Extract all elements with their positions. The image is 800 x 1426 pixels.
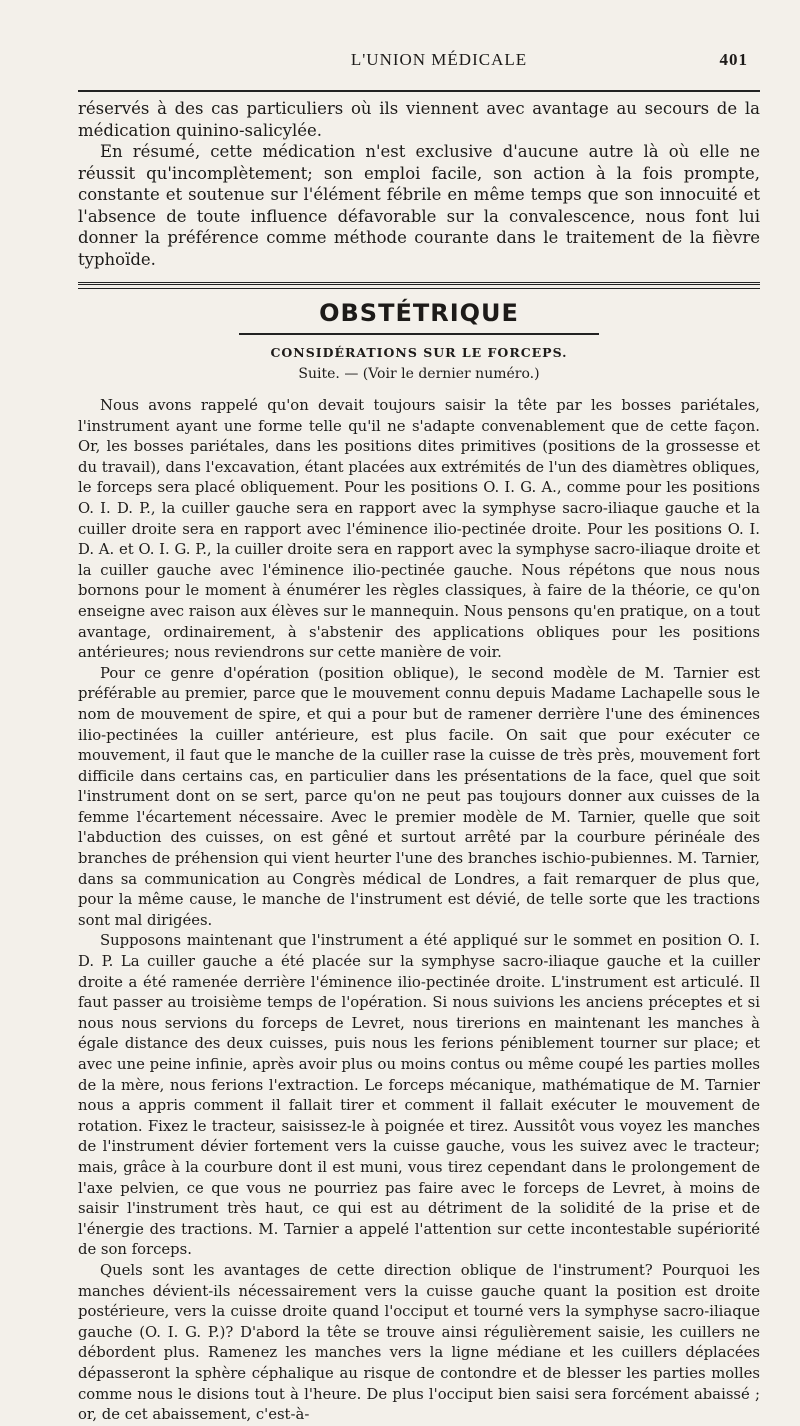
intro-paragraph: réservés à des cas particuliers où ils viennent avec avantage au secours de la médication quinino-salicylée.: [78, 99, 760, 140]
title-rule: [239, 333, 599, 335]
journal-title: L'UNION MÉDICALE: [350, 50, 528, 69]
article-subtitle: CONSIDÉRATIONS SUR LE FORCEPS.: [270, 345, 568, 360]
header-rule: [78, 90, 760, 92]
section-title: OBSTÉTRIQUE: [319, 299, 519, 327]
article-paragraph: Nous avons rappelé qu'on devait toujours saisir la tête par les bosses pariétales, l'instrument ayant une forme telle qu'il ne s'adapte convenablement que de cette façon. Or, les bosses pariétales, dans les positions dites primitives (positions de la grossesse et du travail), dans l'excavation, étant placées aux extrémités de l'un des diamètres obliques, le forceps sera placé obliquement. Pour les positions O. I. G. A., comme pour les positions O. I. D. P., la cuiller gauche sera en rapport avec la symphyse sacro-iliaque gauche et la cuiller droite sera en rapport avec l'éminence ilio-pectinée droite. Pour les positions O. I. D. A. et O. I. G. P., la cuiller droite sera en rapport avec la symphyse sacro-iliaque droite et la cuiller gauche avec l'éminence ilio-pectinée gauche. Nous répétons que nous nous bornons pour le moment à énumérer les règles classiques, à faire de la théorie, ce qu'on enseigne avec raison aux élèves sur le mannequin. Nous pensons qu'en pratique, on a tout avantage, ordinairement, à s'abstenir des applications obliques pour les positions antérieures; nous reviendrons sur cette manière de voir.: [78, 397, 760, 662]
running-head: [78, 50, 760, 74]
article-body: [78, 396, 760, 1426]
continuation-note: Suite. — (Voir le dernier numéro.): [298, 366, 540, 382]
article-paragraph: Pour ce genre d'opération (position oblique), le second modèle de M. Tarnier est préférable au premier, parce que le mouvement connu depuis Madame Lachapelle sous le nom de mouvement de spire, et qui a pour but de ramener derrière l'une des éminences ilio-pectinées la cuiller antérieure, est plus facile. On sait que pour exécuter ce mouvement, il faut que le manche de la cuiller rase la cuisse de très près, mouvement fort difficile dans certains cas, en particulier dans les présentations de la face, quel que soit l'instrument dont on se sert, parce qu'on ne peut pas toujours donner aux cuisses de la femme l'écartement nécessaire. Avec le premier modèle de M. Tarnier, quelle que soit l'abduction des cuisses, on est gêné et surtout arrêté par la courbure périnéale des branches de préhension qui vient heurter l'une des branches ischio-pubiennes. M. Tarnier, dans sa communication au Congrès médical de Londres, a fait remarquer de plus que, pour la même cause, le manche de l'instrument est dévié, de telle sorte que les tractions sont mal dirigées.: [78, 664, 760, 929]
page-number: 401: [719, 50, 748, 69]
intro-paragraph: En résumé, cette médication n'est exclusive d'aucune autre là où elle ne réussit qu'incomplètement; son emploi facile, son action à la fois prompte, constante et soutenue sur l'élément fébrile en même temps que son innocuité et l'absence de toute influence défavorable sur la convalescence, nous font lui donner la préférence comme méthode courante dans le traitement de la fièvre typhoïde.: [78, 142, 760, 269]
section-rule: [78, 282, 760, 289]
intro-text: [78, 98, 760, 270]
article-paragraph: Supposons maintenant que l'instrument a été appliqué sur le sommet en position O. I. D. P. La cuiller gauche a été placée sur la symphyse sacro-iliaque gauche et la cuiller droite a été ramenée derrière l'éminence ilio-pectinée droite. L'instrument est articulé. Il faut passer au troisième temps de l'opération. Si nous suivions les anciens préceptes et si nous nous servions du forceps de Levret, nous tirerions en maintenant les manches à égale distance des deux cuisses, puis nous les ferions péniblement tourner sur place; et avec une peine infinie, après avoir plus ou moins contus ou même coupé les parties molles de la mère, nous ferions l'extraction. Le forceps mécanique, mathématique de M. Tarnier nous a appris comment il fallait tirer et comment il fallait exécuter le mouvement de rotation. Fixez le tracteur, saisissez-le à poignée et tirez. Aussitôt vous voyez les manches de l'instrument dévier fortement vers la cuisse gauche, vous les suivez avec le tracteur; mais, grâce à la courbure dont il est muni, vous tirez cependant dans le prolongement de l'axe pelvien, ce que vous ne pourriez pas faire avec le forceps de Levret, à moins de saisir l'instrument très haut, ce qui est au détriment de la solidité de la prise et de l'énergie des tractions. M. Tarnier a appelé l'attention sur cette incontestable supériorité de son forceps.: [78, 932, 760, 1259]
article-paragraph: Quels sont les avantages de cette direction oblique de l'instrument? Pourquoi les manches dévient-ils nécessairement vers la cuisse gauche quant la position est droite postérieure, vers la cuisse droite quand l'occiput et tourné vers la symphyse sacro-iliaque gauche (O. I. G. P.)? D'abord la tête se trouve ainsi régulièrement saisie, les cuillers ne débordent plus. Ramenez les manches vers la ligne médiane et les cuillers déplacées dépasseront la sphère céphalique au risque de contondre et de blesser les parties molles comme nous le disions tout à l'heure. De plus l'occiput bien saisi sera forcément abaissé ; or, de cet abaissement, c'est-à-: [78, 1261, 760, 1424]
